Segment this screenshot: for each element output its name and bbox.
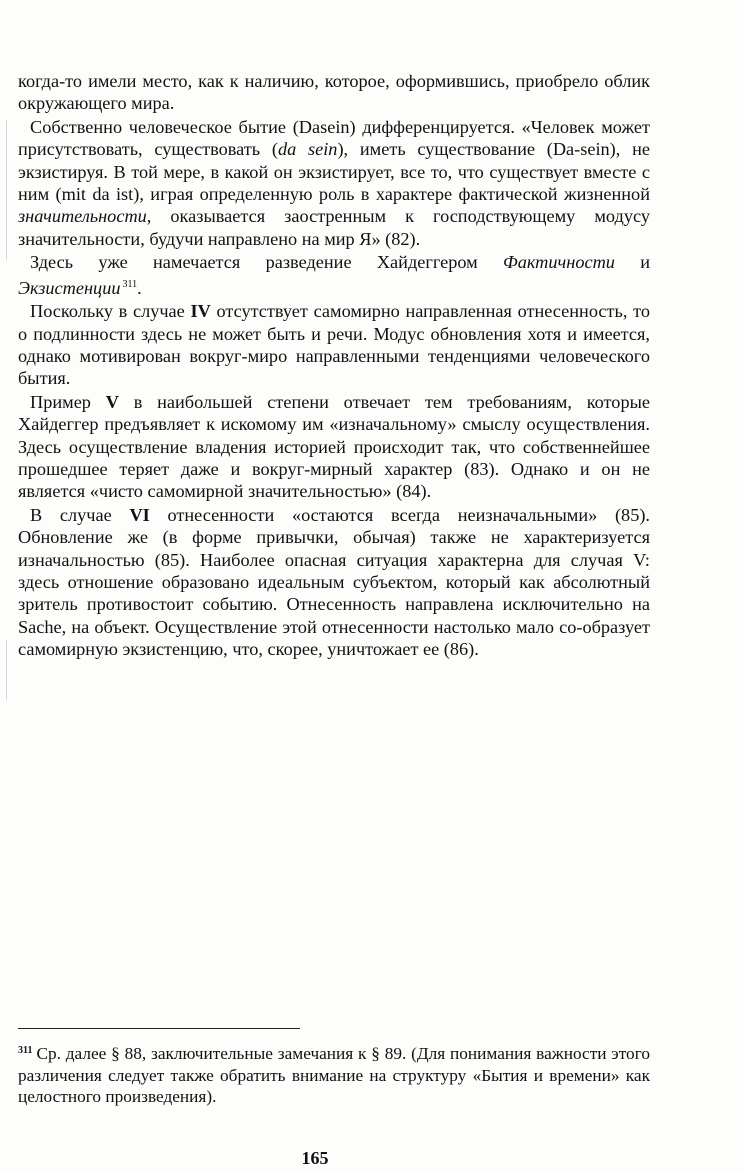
paragraph bbox=[18, 251, 650, 299]
footnote bbox=[18, 1040, 650, 1108]
paragraph bbox=[18, 504, 650, 660]
text-run: Экзистенции bbox=[18, 277, 121, 298]
text-run: . bbox=[137, 277, 142, 298]
footnote-text: Ср. далее § 88, заключительные замечания к § 89. (Для понимания важности этого различения следует также обратить внимание на структуру «Бытия и времени» как целостного произведения). bbox=[18, 1044, 650, 1106]
text-run: Пример bbox=[30, 392, 106, 413]
text-run: da sein bbox=[277, 139, 338, 160]
text-run: отсутствует самомирно направленная отнесенность, то о подлинности здесь не может быть и речи. Модус обновления хотя и имеется, однако мотивирован вокруг-миро направленными тенденциями человеческого бытия. bbox=[18, 301, 650, 389]
text-run: V bbox=[105, 392, 119, 413]
text-run: VI bbox=[129, 505, 150, 526]
text-run: IV bbox=[190, 301, 211, 322]
page-number: 165 bbox=[301, 1148, 329, 1168]
text-run: в наибольшей степени отвечает тем требованиям, которые Хайдеггер предъявляет к искомому им «изначальному» смыслу осуществления. Здесь осуществление владения историей происходит так, что собственнейшее прошедшее теряет даже и вокруг-мирный характер (83). Однако и он не является «чисто самомирной значительностью» (84). bbox=[18, 392, 650, 502]
text-run: значительности bbox=[18, 206, 147, 227]
paragraph bbox=[18, 300, 650, 389]
binding-shadow bbox=[6, 120, 7, 260]
main-text bbox=[18, 70, 650, 662]
footnote-separator bbox=[18, 1028, 300, 1029]
text-run: Собственно человеческое бытие (Dasein) дифференцируется. «Человек может присутствовать, существовать ( bbox=[18, 117, 650, 160]
binding-shadow bbox=[6, 640, 7, 700]
paragraph bbox=[18, 116, 650, 250]
footnote-reference: 311 bbox=[122, 278, 138, 290]
paragraph bbox=[18, 391, 650, 502]
text-run: когда-то имели место, как к наличию, которое, оформившись, приобрело облик окружающего мира. bbox=[18, 71, 650, 114]
text-run: Поскольку в случае bbox=[30, 301, 191, 322]
text-run: Фактичности bbox=[503, 252, 615, 273]
text-run: ), иметь существование (Da-sein), не экзистируя. В той мере, в какой он экзистирует, все то, что существует вместе с ним (mit da ist), играя определенную роль в характере фактической жизненной bbox=[18, 139, 650, 204]
text-run: и bbox=[614, 252, 650, 273]
text-run: , оказывается заостренным к господствующему модусу значительности, будучи направлено на мир Я» (82). bbox=[18, 206, 650, 249]
text-run: отнесенности «остаются всегда неизначальными» (85). Обновление же (в форме привычки, обычая) также не характеризуется изначальностью (85). Наиболее опасная ситуация характерна для случая V: здесь отношение образовано идеальным субъектом, который как абсолютный зритель противостоит событию. Отнесенность направлена исключительно на Sache, на объект. Осуществление этой отнесенности настолько мало со-образует самомирную экзистенцию, что, скорее, уничтожает ее (86). bbox=[18, 505, 650, 659]
paragraph bbox=[18, 70, 650, 115]
footnote-marker: 311 bbox=[18, 1045, 33, 1056]
text-run: Здесь уже намечается разведение Хайдеггером bbox=[30, 252, 504, 273]
text-run: В случае bbox=[30, 505, 130, 526]
